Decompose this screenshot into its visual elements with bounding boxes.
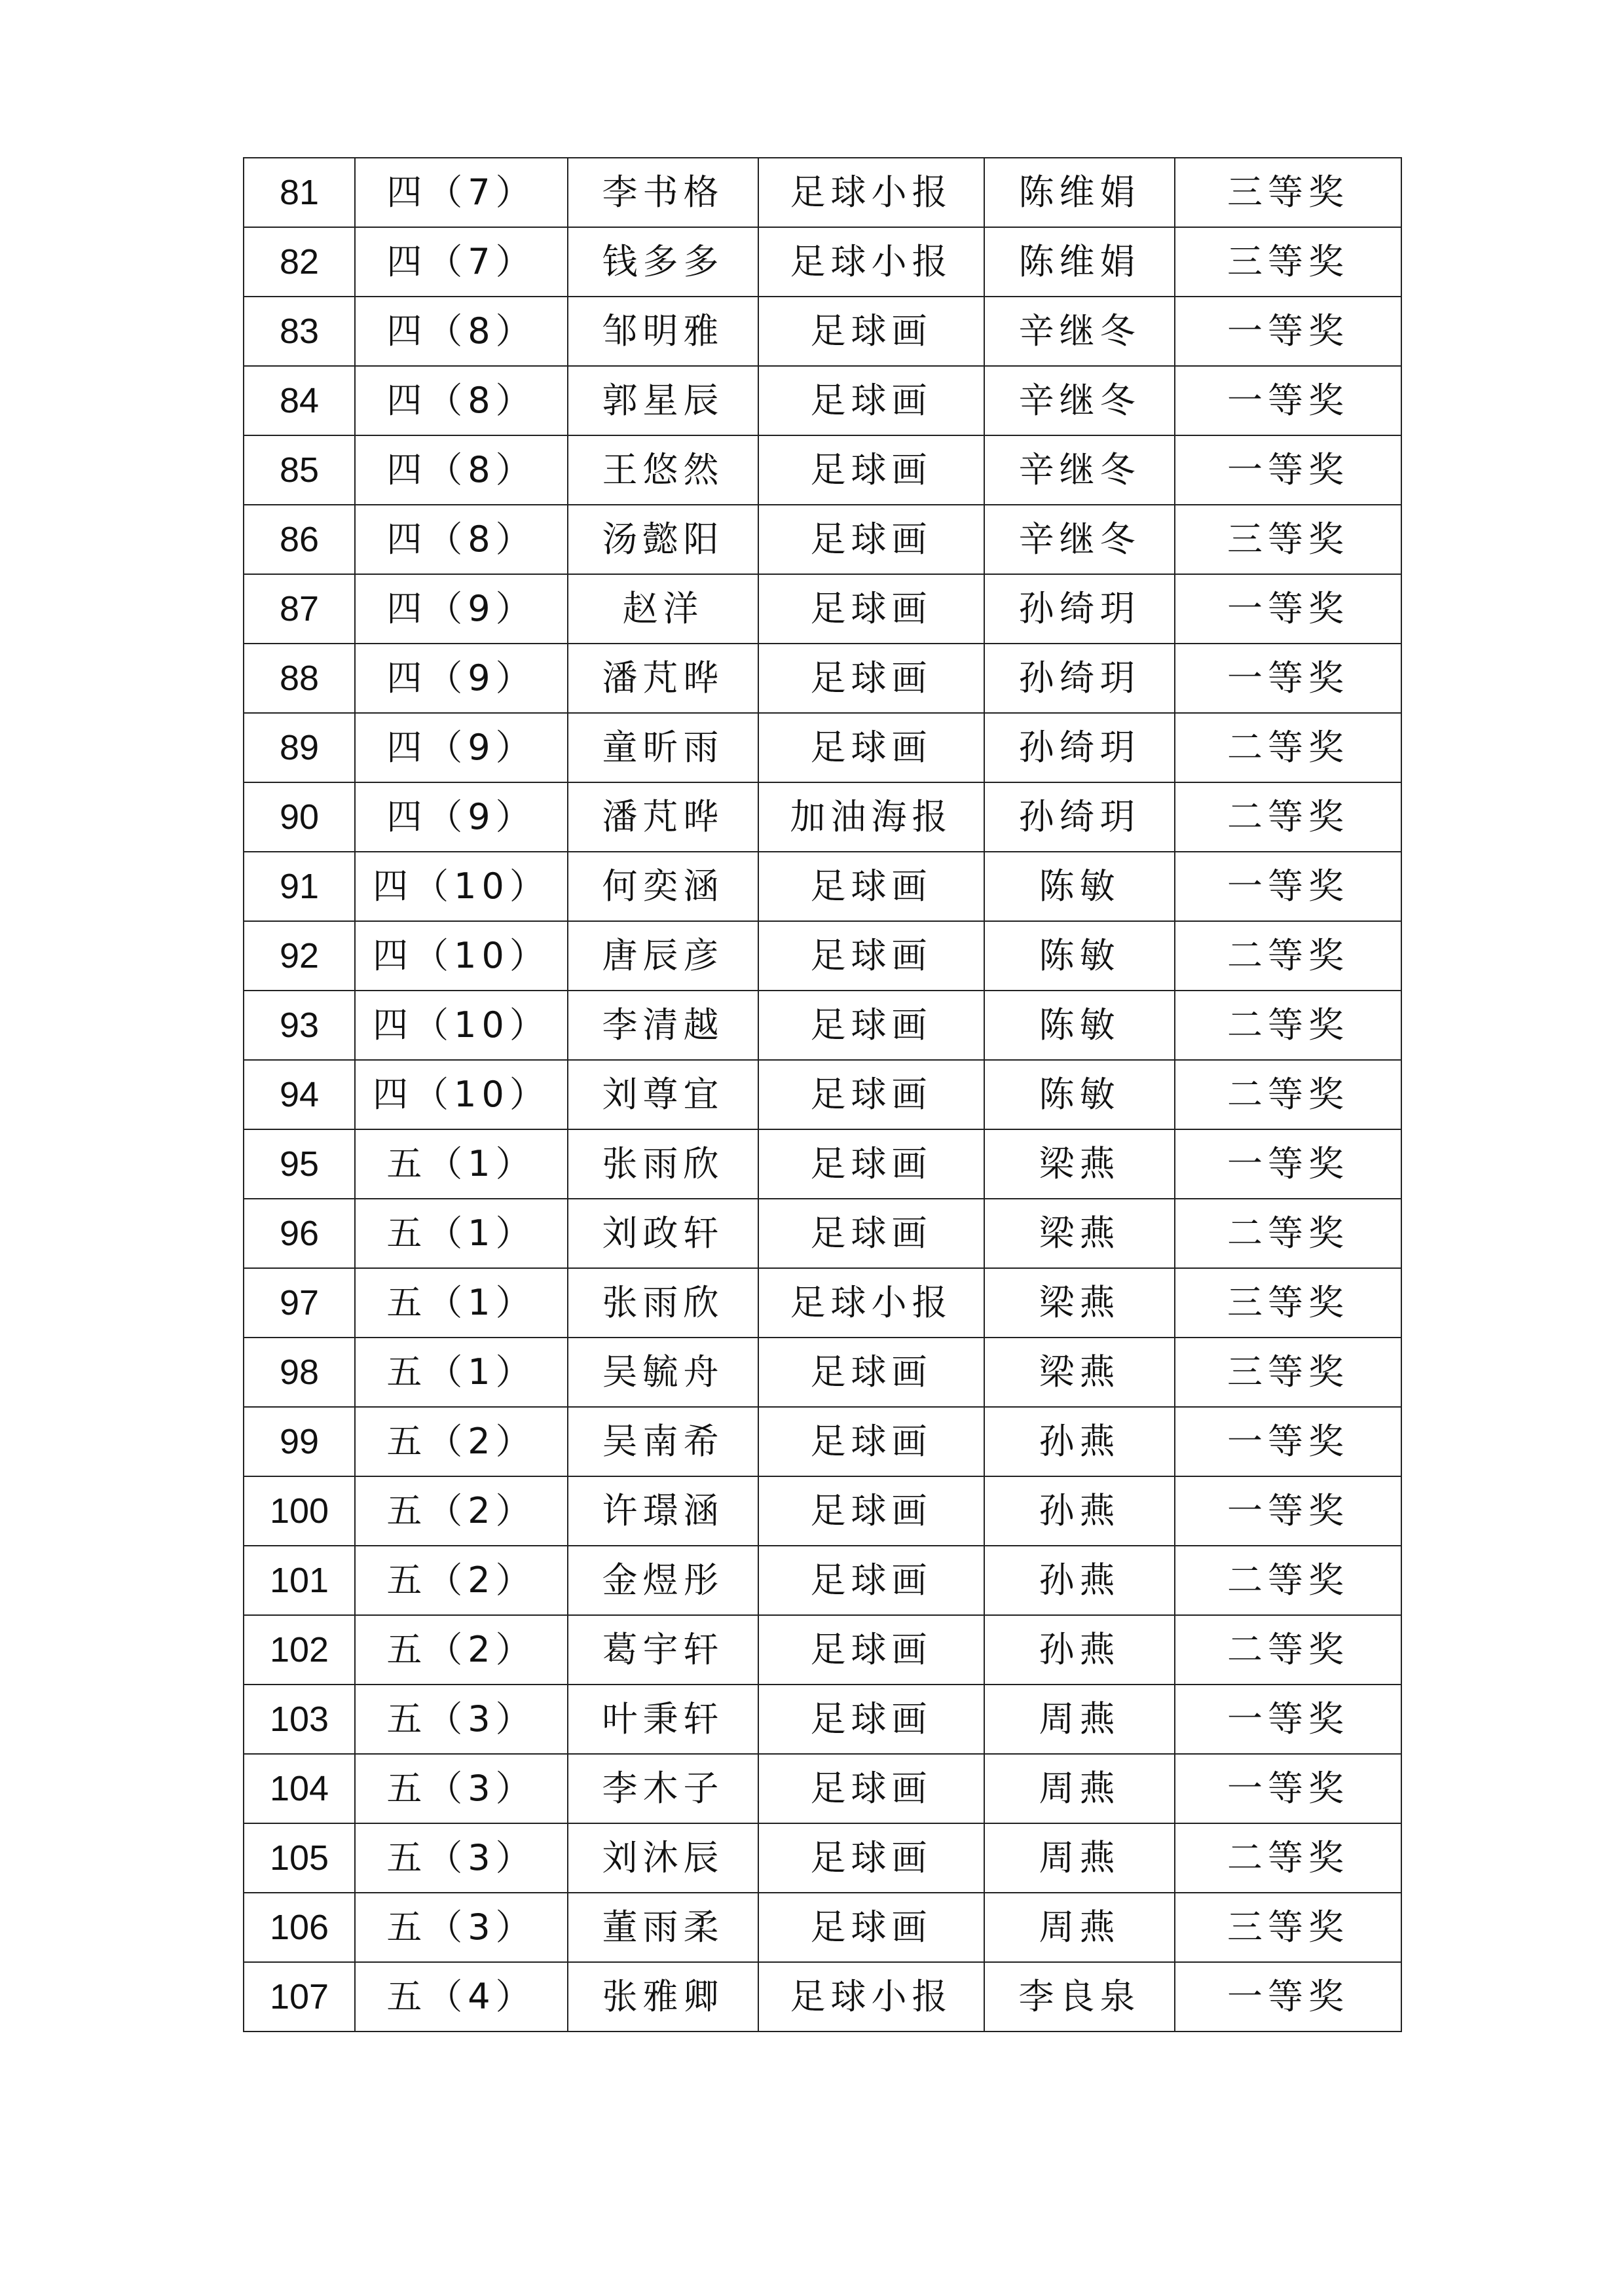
student-name-cell: 郭星辰 [568, 366, 758, 435]
table-row [244, 1893, 1401, 1962]
entry-type-cell: 足球画 [758, 1893, 984, 1962]
class-cell: 五（3） [355, 1893, 568, 1962]
row-number-cell: 83 [244, 297, 355, 366]
row-number-cell: 104 [244, 1754, 355, 1823]
table-row [244, 1268, 1401, 1338]
award-cell: 一等奖 [1175, 1129, 1401, 1199]
teacher-cell: 梁燕 [984, 1129, 1175, 1199]
award-cell: 一等奖 [1175, 1754, 1401, 1823]
table-row [244, 713, 1401, 782]
entry-type-cell: 足球画 [758, 1338, 984, 1407]
teacher-cell: 陈敏 [984, 921, 1175, 991]
row-number-cell: 85 [244, 435, 355, 505]
teacher-cell: 陈维娟 [984, 158, 1175, 227]
class-cell: 五（1） [355, 1129, 568, 1199]
award-cell: 二等奖 [1175, 1615, 1401, 1685]
table-row [244, 921, 1401, 991]
award-cell: 一等奖 [1175, 1685, 1401, 1754]
student-name-cell: 董雨柔 [568, 1893, 758, 1962]
entry-type-cell: 足球画 [758, 991, 984, 1060]
teacher-cell: 周燕 [984, 1823, 1175, 1893]
row-number-cell: 97 [244, 1268, 355, 1338]
class-cell: 五（2） [355, 1476, 568, 1546]
entry-type-cell: 足球画 [758, 435, 984, 505]
row-number-cell: 82 [244, 227, 355, 297]
row-number-cell: 106 [244, 1893, 355, 1962]
award-cell: 二等奖 [1175, 921, 1401, 991]
class-cell: 四（7） [355, 158, 568, 227]
award-cell: 三等奖 [1175, 1268, 1401, 1338]
student-name-cell: 刘政轩 [568, 1199, 758, 1268]
row-number-cell: 105 [244, 1823, 355, 1893]
student-name-cell: 金煜彤 [568, 1546, 758, 1615]
row-number-cell: 86 [244, 505, 355, 574]
entry-type-cell: 足球小报 [758, 227, 984, 297]
student-name-cell: 许璟涵 [568, 1476, 758, 1546]
award-cell: 三等奖 [1175, 1893, 1401, 1962]
row-number-cell: 95 [244, 1129, 355, 1199]
class-cell: 四（10） [355, 1060, 568, 1129]
class-cell: 四（8） [355, 505, 568, 574]
teacher-cell: 梁燕 [984, 1338, 1175, 1407]
table-row [244, 574, 1401, 644]
award-cell: 一等奖 [1175, 297, 1401, 366]
entry-type-cell: 足球画 [758, 574, 984, 644]
award-cell: 三等奖 [1175, 158, 1401, 227]
entry-type-cell: 足球画 [758, 1823, 984, 1893]
award-cell: 三等奖 [1175, 227, 1401, 297]
entry-type-cell: 加油海报 [758, 782, 984, 852]
row-number-cell: 88 [244, 644, 355, 713]
teacher-cell: 梁燕 [984, 1199, 1175, 1268]
row-number-cell: 87 [244, 574, 355, 644]
entry-type-cell: 足球画 [758, 505, 984, 574]
class-cell: 四（8） [355, 297, 568, 366]
row-number-cell: 94 [244, 1060, 355, 1129]
teacher-cell: 周燕 [984, 1893, 1175, 1962]
teacher-cell: 辛继冬 [984, 505, 1175, 574]
class-cell: 四（7） [355, 227, 568, 297]
table-row [244, 435, 1401, 505]
teacher-cell: 孙燕 [984, 1615, 1175, 1685]
class-cell: 五（1） [355, 1268, 568, 1338]
class-cell: 五（4） [355, 1962, 568, 2032]
student-name-cell: 唐辰彦 [568, 921, 758, 991]
awards-table [243, 157, 1402, 2032]
teacher-cell: 孙绮玥 [984, 713, 1175, 782]
student-name-cell: 汤懿阳 [568, 505, 758, 574]
award-cell: 三等奖 [1175, 1338, 1401, 1407]
table-row [244, 158, 1401, 227]
class-cell: 四（9） [355, 713, 568, 782]
table-row [244, 991, 1401, 1060]
table-row [244, 366, 1401, 435]
teacher-cell: 孙燕 [984, 1407, 1175, 1476]
award-cell: 一等奖 [1175, 644, 1401, 713]
entry-type-cell: 足球画 [758, 644, 984, 713]
class-cell: 五（2） [355, 1546, 568, 1615]
table-row [244, 1615, 1401, 1685]
row-number-cell: 107 [244, 1962, 355, 2032]
entry-type-cell: 足球小报 [758, 1962, 984, 2032]
teacher-cell: 辛继冬 [984, 435, 1175, 505]
table-row [244, 1338, 1401, 1407]
award-cell: 一等奖 [1175, 852, 1401, 921]
class-cell: 五（1） [355, 1338, 568, 1407]
teacher-cell: 孙绮玥 [984, 782, 1175, 852]
class-cell: 四（10） [355, 852, 568, 921]
teacher-cell: 辛继冬 [984, 297, 1175, 366]
row-number-cell: 103 [244, 1685, 355, 1754]
entry-type-cell: 足球小报 [758, 1268, 984, 1338]
class-cell: 四（9） [355, 782, 568, 852]
entry-type-cell: 足球画 [758, 1199, 984, 1268]
table-row [244, 1546, 1401, 1615]
class-cell: 四（10） [355, 921, 568, 991]
teacher-cell: 李良泉 [984, 1962, 1175, 2032]
student-name-cell: 李木子 [568, 1754, 758, 1823]
student-name-cell: 张雨欣 [568, 1129, 758, 1199]
teacher-cell: 周燕 [984, 1685, 1175, 1754]
student-name-cell: 吴南希 [568, 1407, 758, 1476]
teacher-cell: 孙绮玥 [984, 574, 1175, 644]
table-row [244, 1754, 1401, 1823]
table-row [244, 852, 1401, 921]
student-name-cell: 张雅卿 [568, 1962, 758, 2032]
row-number-cell: 89 [244, 713, 355, 782]
entry-type-cell: 足球画 [758, 852, 984, 921]
student-name-cell: 刘沐辰 [568, 1823, 758, 1893]
student-name-cell: 潘芃晔 [568, 644, 758, 713]
entry-type-cell: 足球画 [758, 1407, 984, 1476]
row-number-cell: 90 [244, 782, 355, 852]
row-number-cell: 84 [244, 366, 355, 435]
award-cell: 一等奖 [1175, 1962, 1401, 2032]
teacher-cell: 辛继冬 [984, 366, 1175, 435]
table-row [244, 297, 1401, 366]
entry-type-cell: 足球画 [758, 297, 984, 366]
student-name-cell: 童昕雨 [568, 713, 758, 782]
award-cell: 一等奖 [1175, 574, 1401, 644]
award-cell: 一等奖 [1175, 435, 1401, 505]
student-name-cell: 邹明雅 [568, 297, 758, 366]
entry-type-cell: 足球画 [758, 1060, 984, 1129]
class-cell: 五（3） [355, 1823, 568, 1893]
teacher-cell: 孙燕 [984, 1476, 1175, 1546]
student-name-cell: 李书格 [568, 158, 758, 227]
table-row [244, 644, 1401, 713]
entry-type-cell: 足球画 [758, 1615, 984, 1685]
class-cell: 五（1） [355, 1199, 568, 1268]
row-number-cell: 92 [244, 921, 355, 991]
award-cell: 一等奖 [1175, 1476, 1401, 1546]
award-cell: 二等奖 [1175, 991, 1401, 1060]
student-name-cell: 张雨欣 [568, 1268, 758, 1338]
teacher-cell: 孙绮玥 [984, 644, 1175, 713]
student-name-cell: 钱多多 [568, 227, 758, 297]
teacher-cell: 孙燕 [984, 1546, 1175, 1615]
entry-type-cell: 足球画 [758, 366, 984, 435]
class-cell: 五（3） [355, 1754, 568, 1823]
entry-type-cell: 足球画 [758, 1546, 984, 1615]
table-row [244, 1823, 1401, 1893]
row-number-cell: 91 [244, 852, 355, 921]
class-cell: 四（9） [355, 644, 568, 713]
entry-type-cell: 足球画 [758, 1476, 984, 1546]
table-row [244, 1962, 1401, 2032]
award-cell: 二等奖 [1175, 1060, 1401, 1129]
row-number-cell: 101 [244, 1546, 355, 1615]
award-cell: 二等奖 [1175, 1546, 1401, 1615]
teacher-cell: 陈敏 [984, 991, 1175, 1060]
class-cell: 四（10） [355, 991, 568, 1060]
teacher-cell: 周燕 [984, 1754, 1175, 1823]
table-row [244, 1129, 1401, 1199]
table-row [244, 1685, 1401, 1754]
table-row [244, 782, 1401, 852]
row-number-cell: 98 [244, 1338, 355, 1407]
student-name-cell: 李清越 [568, 991, 758, 1060]
awards-table-body [244, 158, 1401, 2032]
award-cell: 二等奖 [1175, 1199, 1401, 1268]
row-number-cell: 102 [244, 1615, 355, 1685]
student-name-cell: 刘尊宜 [568, 1060, 758, 1129]
entry-type-cell: 足球画 [758, 713, 984, 782]
table-row [244, 505, 1401, 574]
teacher-cell: 陈敏 [984, 1060, 1175, 1129]
entry-type-cell: 足球画 [758, 1129, 984, 1199]
award-cell: 一等奖 [1175, 366, 1401, 435]
student-name-cell: 何奕涵 [568, 852, 758, 921]
award-cell: 二等奖 [1175, 782, 1401, 852]
entry-type-cell: 足球画 [758, 1754, 984, 1823]
student-name-cell: 葛宇轩 [568, 1615, 758, 1685]
student-name-cell: 赵洋 [568, 574, 758, 644]
row-number-cell: 93 [244, 991, 355, 1060]
table-row [244, 1060, 1401, 1129]
table-row [244, 1407, 1401, 1476]
table-row [244, 227, 1401, 297]
student-name-cell: 吴毓舟 [568, 1338, 758, 1407]
row-number-cell: 99 [244, 1407, 355, 1476]
teacher-cell: 陈敏 [984, 852, 1175, 921]
row-number-cell: 100 [244, 1476, 355, 1546]
student-name-cell: 王悠然 [568, 435, 758, 505]
teacher-cell: 梁燕 [984, 1268, 1175, 1338]
table-row [244, 1476, 1401, 1546]
award-cell: 一等奖 [1175, 1407, 1401, 1476]
student-name-cell: 叶秉轩 [568, 1685, 758, 1754]
row-number-cell: 96 [244, 1199, 355, 1268]
award-cell: 三等奖 [1175, 505, 1401, 574]
table-row [244, 1199, 1401, 1268]
entry-type-cell: 足球小报 [758, 158, 984, 227]
entry-type-cell: 足球画 [758, 1685, 984, 1754]
class-cell: 四（8） [355, 366, 568, 435]
teacher-cell: 陈维娟 [984, 227, 1175, 297]
row-number-cell: 81 [244, 158, 355, 227]
class-cell: 五（2） [355, 1615, 568, 1685]
student-name-cell: 潘芃晔 [568, 782, 758, 852]
class-cell: 五（3） [355, 1685, 568, 1754]
award-cell: 二等奖 [1175, 713, 1401, 782]
class-cell: 五（2） [355, 1407, 568, 1476]
class-cell: 四（8） [355, 435, 568, 505]
class-cell: 四（9） [355, 574, 568, 644]
award-cell: 二等奖 [1175, 1823, 1401, 1893]
entry-type-cell: 足球画 [758, 921, 984, 991]
